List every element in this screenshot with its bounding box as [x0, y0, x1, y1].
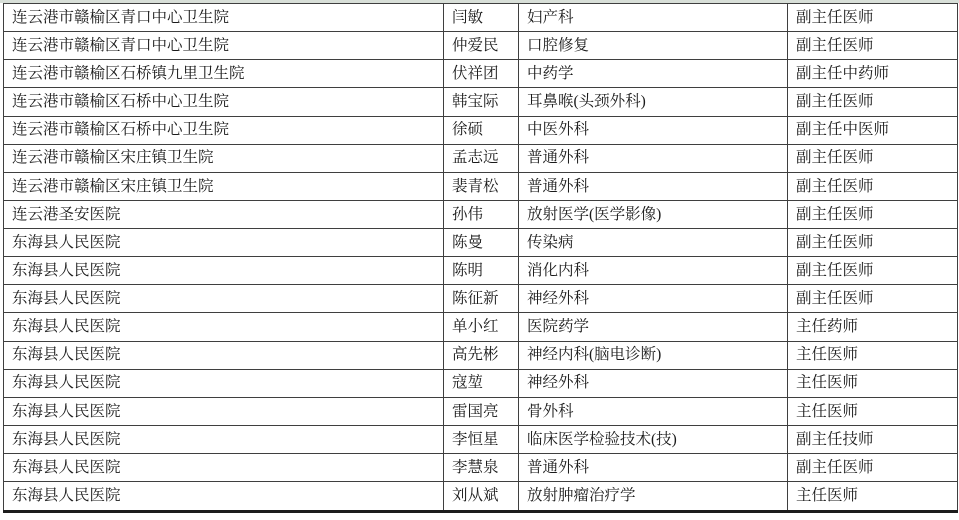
title-cell: 副主任医师 — [788, 32, 958, 60]
table-row — [4, 313, 958, 341]
department-cell: 神经外科 — [519, 285, 788, 313]
table-row — [4, 397, 958, 425]
department-cell: 普通外科 — [519, 172, 788, 200]
table-row — [4, 32, 958, 60]
table-row — [4, 341, 958, 369]
title-cell: 主任药师 — [788, 313, 958, 341]
name-cell: 孟志远 — [444, 144, 519, 172]
name-cell: 寇堃 — [444, 369, 519, 397]
name-cell: 裴青松 — [444, 172, 519, 200]
table-row — [4, 369, 958, 397]
title-cell: 副主任医师 — [788, 88, 958, 116]
table-body — [4, 4, 958, 512]
hospital-cell: 连云港市赣榆区青口中心卫生院 — [4, 32, 444, 60]
department-cell: 神经外科 — [519, 369, 788, 397]
table-row — [4, 285, 958, 313]
title-cell: 副主任医师 — [788, 229, 958, 257]
department-cell: 神经内科(脑电诊断) — [519, 341, 788, 369]
title-cell: 主任医师 — [788, 482, 958, 512]
department-cell: 普通外科 — [519, 144, 788, 172]
table-row — [4, 4, 958, 32]
name-cell: 单小红 — [444, 313, 519, 341]
title-cell: 副主任医师 — [788, 257, 958, 285]
hospital-cell: 连云港市赣榆区宋庄镇卫生院 — [4, 172, 444, 200]
name-cell: 伏祥团 — [444, 60, 519, 88]
title-cell: 副主任技师 — [788, 425, 958, 453]
title-cell: 主任医师 — [788, 341, 958, 369]
hospital-cell: 东海县人民医院 — [4, 454, 444, 482]
table-row — [4, 116, 958, 144]
department-cell: 耳鼻喉(头颈外科) — [519, 88, 788, 116]
name-cell: 雷国亮 — [444, 397, 519, 425]
hospital-cell: 连云港市赣榆区青口中心卫生院 — [4, 4, 444, 32]
department-cell: 传染病 — [519, 229, 788, 257]
title-cell: 副主任医师 — [788, 285, 958, 313]
table-row — [4, 454, 958, 482]
title-cell: 主任医师 — [788, 369, 958, 397]
name-cell: 韩宝际 — [444, 88, 519, 116]
department-cell: 放射医学(医学影像) — [519, 200, 788, 228]
name-cell: 孙伟 — [444, 200, 519, 228]
hospital-cell: 东海县人民医院 — [4, 369, 444, 397]
department-cell: 消化内科 — [519, 257, 788, 285]
title-cell: 副主任中药师 — [788, 60, 958, 88]
name-cell: 陈明 — [444, 257, 519, 285]
name-cell: 陈征新 — [444, 285, 519, 313]
table-row — [4, 200, 958, 228]
title-cell: 副主任医师 — [788, 172, 958, 200]
name-cell: 李慧泉 — [444, 454, 519, 482]
hospital-cell: 东海县人民医院 — [4, 257, 444, 285]
hospital-cell: 东海县人民医院 — [4, 482, 444, 512]
hospital-cell: 连云港市赣榆区石桥中心卫生院 — [4, 116, 444, 144]
hospital-cell: 连云港圣安医院 — [4, 200, 444, 228]
department-cell: 口腔修复 — [519, 32, 788, 60]
title-cell: 副主任医师 — [788, 454, 958, 482]
table-row — [4, 88, 958, 116]
department-cell: 骨外科 — [519, 397, 788, 425]
name-cell: 徐硕 — [444, 116, 519, 144]
name-cell: 仲爱民 — [444, 32, 519, 60]
department-cell: 临床医学检验技术(技) — [519, 425, 788, 453]
name-cell: 闫敏 — [444, 4, 519, 32]
name-cell: 高先彬 — [444, 341, 519, 369]
hospital-cell: 连云港市赣榆区石桥镇九里卫生院 — [4, 60, 444, 88]
hospital-cell: 东海县人民医院 — [4, 425, 444, 453]
name-cell: 刘从斌 — [444, 482, 519, 512]
department-cell: 放射肿瘤治疗学 — [519, 482, 788, 512]
title-cell: 副主任中医师 — [788, 116, 958, 144]
name-cell: 陈曼 — [444, 229, 519, 257]
hospital-cell: 东海县人民医院 — [4, 397, 444, 425]
table-row — [4, 144, 958, 172]
hospital-cell: 东海县人民医院 — [4, 229, 444, 257]
department-cell: 普通外科 — [519, 454, 788, 482]
table-row — [4, 257, 958, 285]
table-row — [4, 482, 958, 512]
title-cell: 主任医师 — [788, 397, 958, 425]
name-cell: 李恒星 — [444, 425, 519, 453]
table-row — [4, 425, 958, 453]
department-cell: 中药学 — [519, 60, 788, 88]
title-cell: 副主任医师 — [788, 200, 958, 228]
table-row — [4, 172, 958, 200]
hospital-cell: 连云港市赣榆区宋庄镇卫生院 — [4, 144, 444, 172]
hospital-cell: 连云港市赣榆区石桥中心卫生院 — [4, 88, 444, 116]
hospital-cell: 东海县人民医院 — [4, 313, 444, 341]
table-row — [4, 229, 958, 257]
department-cell: 妇产科 — [519, 4, 788, 32]
title-cell: 副主任医师 — [788, 144, 958, 172]
table-row — [4, 60, 958, 88]
department-cell: 中医外科 — [519, 116, 788, 144]
title-cell: 副主任医师 — [788, 4, 958, 32]
department-cell: 医院药学 — [519, 313, 788, 341]
hospital-cell: 东海县人民医院 — [4, 285, 444, 313]
practitioner-title-table — [3, 3, 958, 513]
hospital-cell: 东海县人民医院 — [4, 341, 444, 369]
